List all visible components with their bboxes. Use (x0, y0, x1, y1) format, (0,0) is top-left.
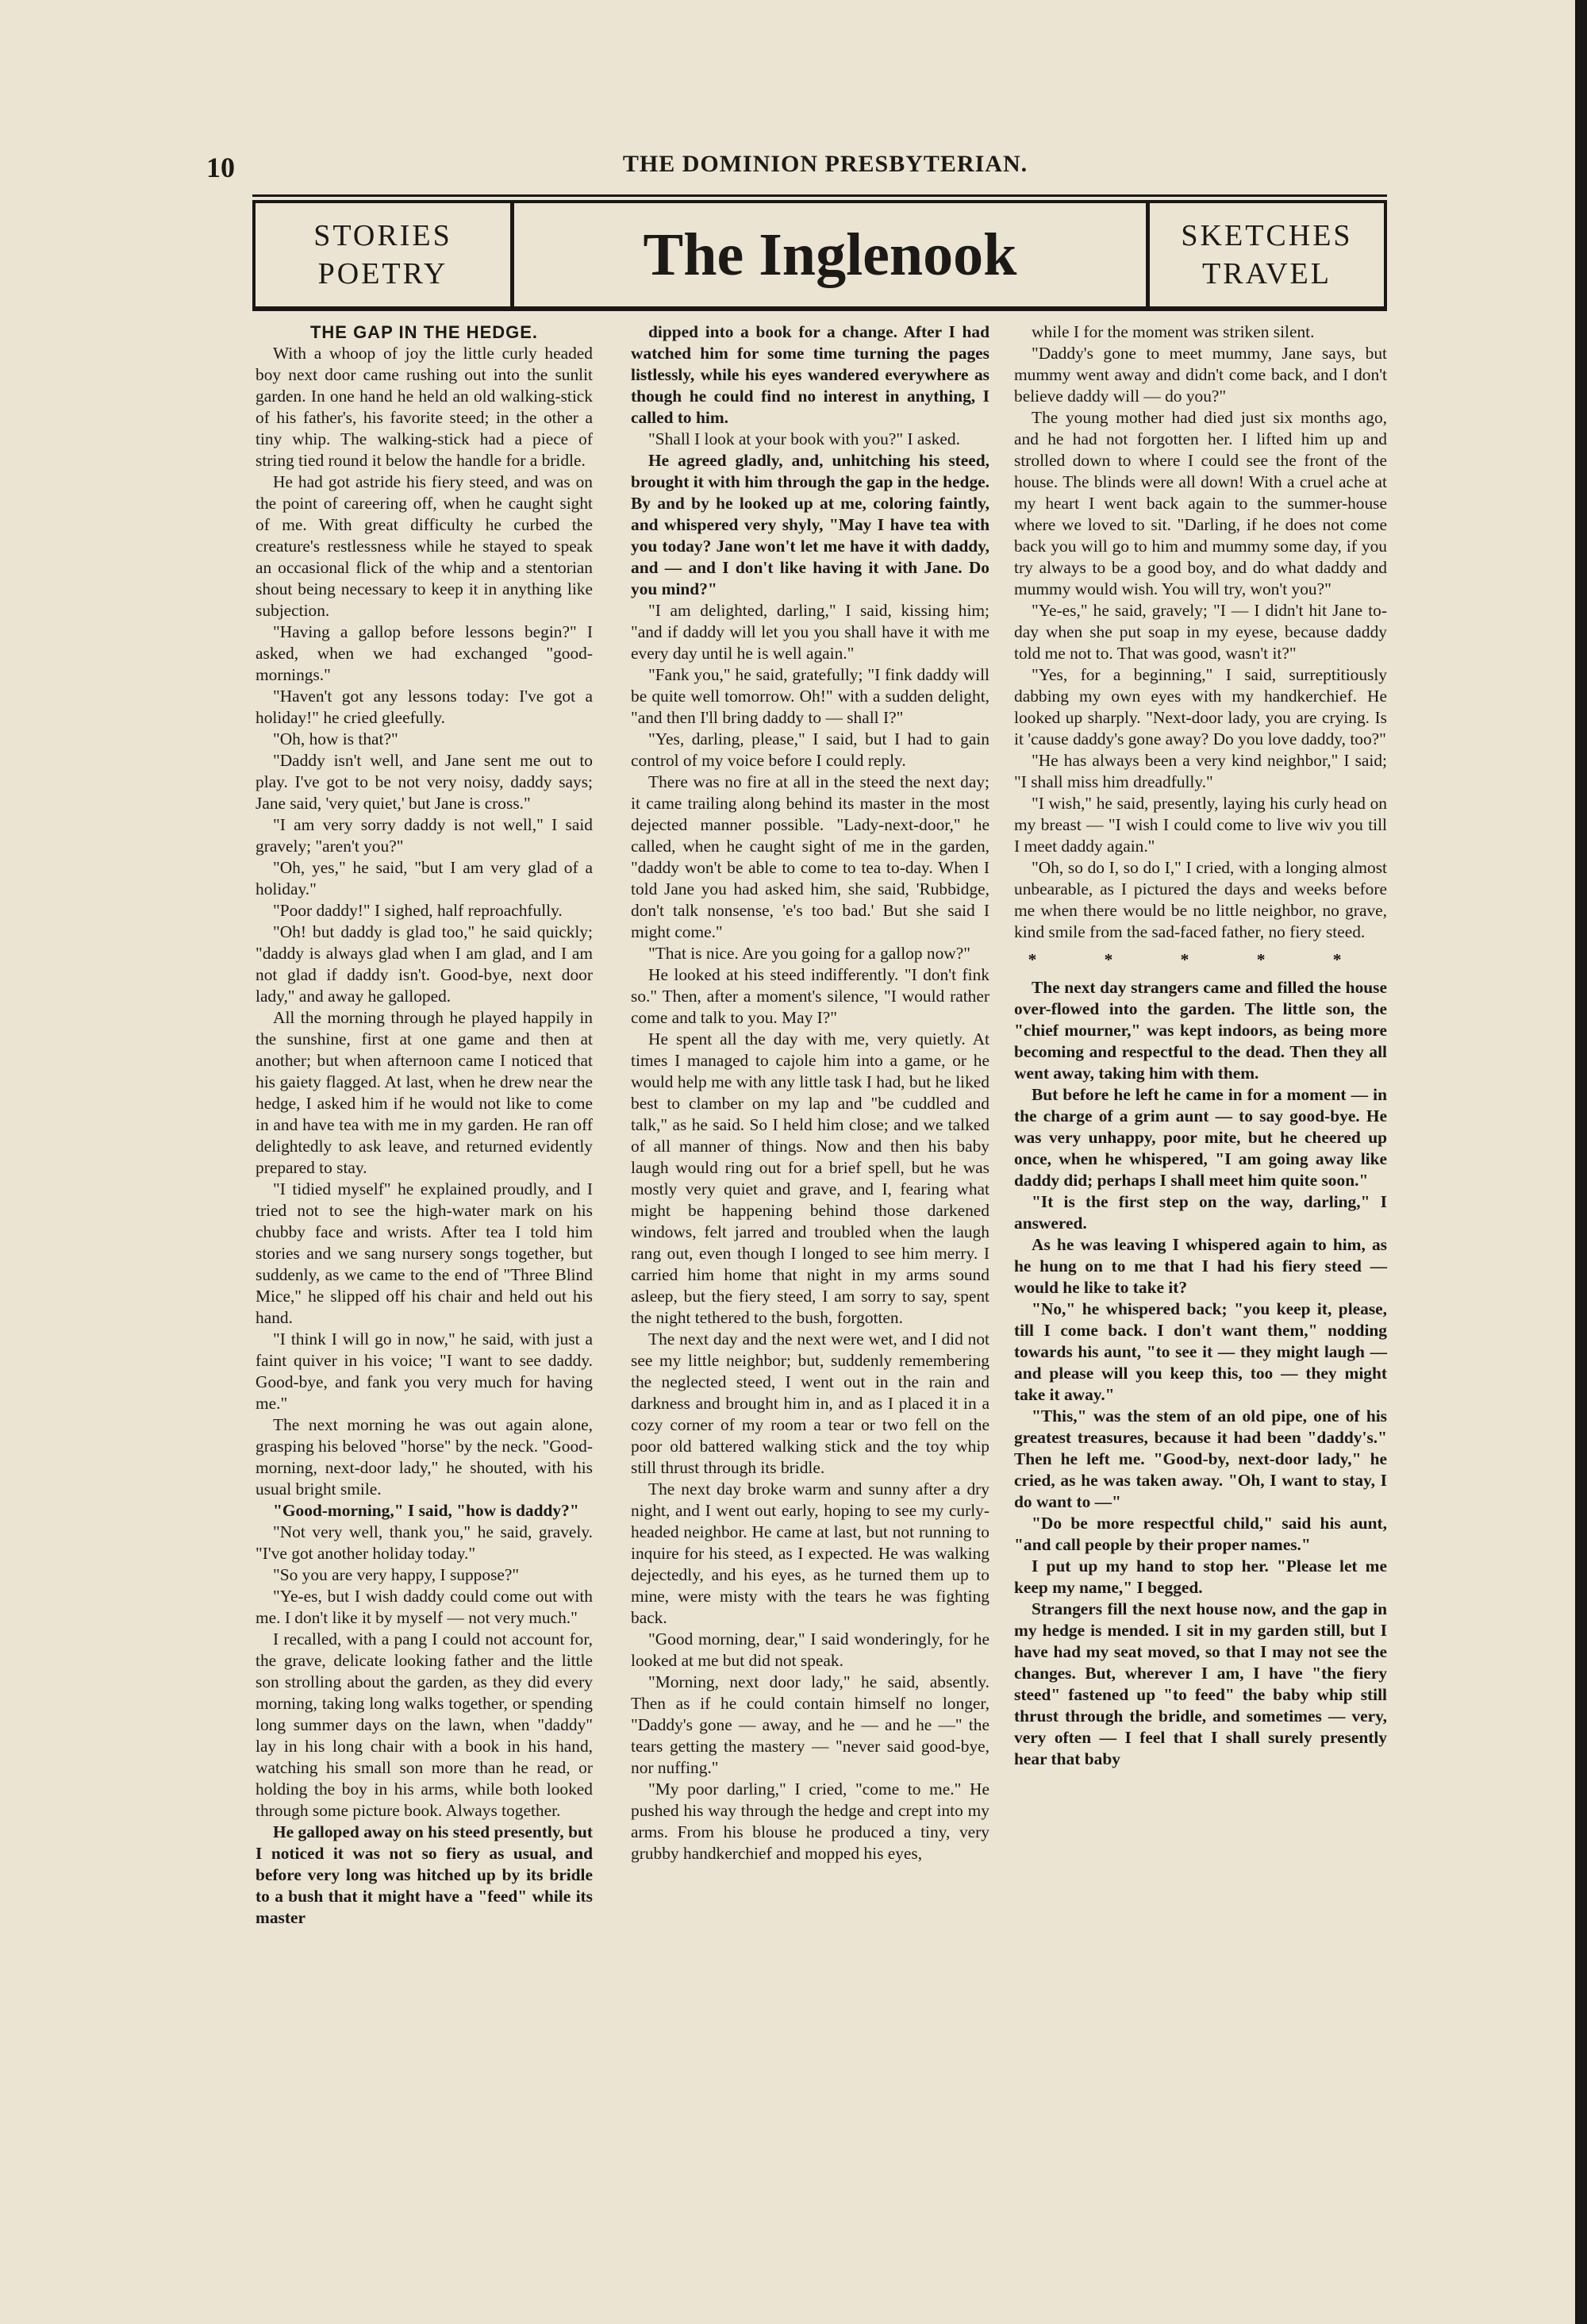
section-separator: * * * * * (1028, 950, 1374, 969)
paragraph: The next morning he was out again alone, grasping his beloved "horse" by the neck. "Good-morning, next-door lady," he shouted, with his usual bright smile. (256, 1415, 593, 1499)
paragraph: "Oh, yes," he said, "but I am very glad of a holiday." (256, 858, 593, 898)
paragraph: All the morning through he played happily in the sunshine, first at one game and then at another; but when afternoon came I noticed that his gaiety flagged. At last, when he drew near the hedge, I asked him if he would not like to come in and have tea with me in my garden. He ran off delightedly to ask leave, and returned evidently prepared to stay. (256, 1008, 593, 1177)
paragraph: "Having a gallop before lessons begin?" I asked, when we had exchanged "good-mornings." (256, 622, 593, 684)
paragraph: "This," was the stem of an old pipe, one of his greatest treasures, because it had been "daddy's." Then he left me. "Good-by, next-door lady," he cried, as he was taken away. "Oh, I want to stay, I do want to —" (1014, 1406, 1387, 1511)
text-column-2 (631, 321, 989, 1864)
paragraph: "Oh, how is that?" (273, 729, 398, 748)
paragraph: "I am very sorry daddy is not well," I said gravely; "aren't you?" (256, 815, 593, 856)
banner-left-box (256, 203, 514, 306)
paragraph: "Ye-es, but I wish daddy could come out with me. I don't like it by myself — not very much." (256, 1587, 593, 1627)
paragraph: With a whoop of joy the little curly headed boy next door came rushing out into the sunlit garden. In one hand he held an old walking-stick of his father's, his favorite steed; in the other a tiny whip. The walking-stick had a piece of string tied round it below the handle for a bridle. (256, 344, 593, 470)
text-column-3 (1014, 321, 1387, 1770)
paragraph: "Oh! but daddy is glad too," he said quickly; "daddy is always glad when I am glad, and I am not glad if daddy isn't. Good-bye, next door lady," and away he galloped. (256, 922, 593, 1006)
paragraph: "I am delighted, darling," I said, kissing him; "and if daddy will let you you shall have it with me every day until he is well again." (631, 601, 989, 663)
banner-right-line-2: TRAVEL (1202, 257, 1331, 290)
page-number: 10 (206, 152, 235, 183)
paragraph: He galloped away on his steed presently, but I noticed it was not so fiery as usual, and before very long was hitched up by its bridle to a bush that it might have a "feed" while its master (256, 1822, 593, 1927)
paragraph: while I for the moment was striken silent. (1032, 322, 1315, 341)
paragraph: The next day and the next were wet, and I did not see my little neighbor; but, suddenly remembering the neglected steed, I went out in the rain and darkness and brought him in, and as I placed it in a cozy corner of my room a tear or two fell on the poor old battered walking stick and the toy whip still thrust through its bridle. (631, 1329, 989, 1477)
paragraph: I recalled, with a pang I could not account for, the grave, delicate looking father and the little son strolling about the garden, as they did every morning, taking long walks together, or spending long summer days on the lawn, when "daddy" lay in his long chair with a book in his hand, watching his small son more than he read, or holding the boy in his arms, while both looked through some picture book. Always together. (256, 1629, 593, 1820)
paragraph: "Good morning, dear," I said wonderingly, for he looked at me but did not speak. (631, 1629, 989, 1670)
paragraph: "Yes, for a beginning," I said, surreptitiously dabbing my own eyes with my handkerchief. He looked up sharply. "Next-door lady, you are crying. Is it 'cause daddy's gone away? Do you love daddy, too?" (1014, 665, 1387, 748)
banner-left-line-1: STORIES (313, 219, 452, 252)
paragraph: The next day broke warm and sunny after a dry night, and I went out early, hoping to see my curly-headed neighbor. He came at last, but not running to inquire for his steed, as I expected. He was walking dejectedly, and his eyes, as he turned them up to mine, were misty with the tears he was fighting back. (631, 1479, 989, 1627)
paragraph: He looked at his steed indifferently. "I don't fink so." Then, after a moment's silence, "I would rather come and talk to you. May I?" (631, 965, 989, 1027)
section-title: The Inglenook (643, 221, 1017, 288)
story-title: THE GAP IN THE HEDGE. (309, 322, 539, 342)
banner-left-line-2: POETRY (317, 257, 448, 290)
paragraph: "Good-morning," I said, "how is daddy?" (273, 1501, 579, 1520)
paragraph: "Ye-es," he said, gravely; "I — I didn't hit Jane to-day when she put soap in my eyese, because daddy told me not to. That was good, wasn't it?" (1014, 601, 1387, 663)
paragraph: The young mother had died just six months ago, and he had not forgotten her. I lifted him up and strolled down to where I could see the front of the house. The blinds were all down! With a cruel ache at my heart I went back again to the summer-house where we loved to sit. "Darling, if he does not come back you will go to him and mummy some day, if you try always to be a good boy, and do what daddy and mummy would wish. You will try, won't you?" (1014, 408, 1387, 598)
paragraph: "Daddy's gone to meet mummy, Jane says, but mummy went away and didn't come back, and I don't believe daddy will — do you?" (1014, 344, 1387, 406)
banner-top-rule (252, 194, 1387, 197)
paragraph: "Fank you," he said, gratefully; "I fink daddy will be quite well tomorrow. Oh!" with a sudden delight, "and then I'll bring daddy to — shall I?" (631, 665, 989, 727)
paragraph: "That is nice. Are you going for a gallop now?" (648, 944, 970, 963)
paragraph: "Poor daddy!" I sighed, half reproachfully. (273, 901, 563, 920)
paragraph: He agreed gladly, and, unhitching his steed, brought it with him through the gap in the hedge. By and by he looked up at me, coloring faintly, and whispered very shyly, "May I have tea with you today? Jane won't let me have it with daddy, and — and I don't like having it with Jane. Do you mind?" (631, 451, 989, 598)
paragraph: "Daddy isn't well, and Jane sent me out to play. I've got to be not very noisy, daddy says; Jane said, 'very quiet,' but Jane is cross." (256, 751, 593, 813)
paragraph: "It is the first step on the way, darling," I answered. (1014, 1192, 1387, 1233)
paragraph: But before he left he came in for a moment — in the charge of a grim aunt — to say good-bye. He was very unhappy, poor mite, but he cheered up once, when he whispered, "I am going away like daddy did; perhaps I shall meet him quite soon." (1014, 1085, 1387, 1190)
paragraph: There was no fire at all in the steed the next day; it came trailing along behind its master in the most dejected manner possible. "Lady-next-door," he called, when he caught sight of me in the garden, "daddy won't be able to come to tea to-day. When I told Jane you had asked him, she said, 'Rubbidge, don't talk nonsense, 'e's too bad.' But she said I might come." (631, 772, 989, 941)
paragraph: "Shall I look at your book with you?" I asked. (648, 429, 960, 448)
paragraph: He had got astride his fiery steed, and was on the point of careering off, when he caught sight of me. With great difficulty he curbed the creature's restlessness while he stayed to speak an occasional flick of the whip and a stentorian shout being necessary to keep it in anything like subjection. (256, 472, 593, 620)
section-banner (252, 200, 1387, 311)
text-column-1 (256, 321, 593, 1929)
paragraph: "I think I will go in now," he said, with just a faint quiver in his voice; "I want to see daddy. Good-bye, and fank you very much for having me." (256, 1329, 593, 1413)
paragraph: I put up my hand to stop her. "Please let me keep my name," I begged. (1014, 1556, 1387, 1597)
paragraph: "Morning, next door lady," he said, absently. Then as if he could contain himself no longer, "Daddy's gone — away, and he — and he —" the tears getting the mastery — "never said good-bye, nor nuffing." (631, 1672, 989, 1777)
paragraph: "I wish," he said, presently, laying his curly head on my breast — "I wish I could come to live wiv you till I meet daddy again." (1014, 794, 1387, 856)
paragraph: "No," he whispered back; "you keep it, please, till I come back. I don't want them," nodding towards his aunt, "to see it — they might laugh — and please will you keep this, too — they might take it away." (1014, 1299, 1387, 1404)
banner-right-line-1: SKETCHES (1181, 219, 1353, 252)
paragraph: He spent all the day with me, very quietly. At times I managed to cajole him into a game, or he would help me with any little task I had, but he liked best to clamber on my lap and "be cuddled and talk," as he said. So I held him close; and we talked of all manner of things. Now and then his baby laugh would ring out for a brief spell, but he was mostly very quiet and grave, and I, fearing what might be happening behind those darkened windows, felt jarred and troubled when the laugh rang out, even though I longed to see him merry. I carried him home that night in my arms sound asleep, but the fiery steed, I am sorry to say, spent the night tethered to the bush, forgotten. (631, 1029, 989, 1327)
journal-title: THE DOMINION PRESBYTERIAN. (622, 151, 1028, 177)
paragraph: The next day strangers came and filled the house over-flowed into the garden. The little son, the "chief mourner," was kept indoors, as being more becoming and respectful to the dead. Then they all went away, taking him with them. (1014, 978, 1387, 1083)
paragraph: As he was leaving I whispered again to him, as he hung on to me that I had his fiery steed — would he like to take it? (1014, 1235, 1387, 1297)
running-head (206, 151, 1444, 190)
paragraph: "Not very well, thank you," he said, gravely. "I've got another holiday today." (256, 1522, 593, 1563)
banner-right-box (1146, 203, 1384, 306)
paragraph: "Oh, so do I, so do I," I cried, with a longing almost unbearable, as I pictured the days and weeks before me when there would be no little neighbor, no grave, kind smile from the sad-faced father, no fiery steed. (1014, 858, 1387, 941)
paragraph: dipped into a book for a change. After I had watched him for some time turning the pages listlessly, while his eyes wandered everywhere as though he could find no interest in anything, I called to him. (631, 322, 989, 427)
page-dark-edge (1575, 0, 1587, 2324)
paragraph: "Haven't got any lessons today: I've got a holiday!" he cried gleefully. (256, 687, 593, 727)
paragraph: "He has always been a very kind neighbor," I said; "I shall miss him dreadfully." (1014, 751, 1387, 791)
paragraph: "I tidied myself" he explained proudly, and I tried not to see the high-water mark on his chubby face and wrists. After tea I told him stories and we sang nursery songs together, but suddenly, as we came to the end of "Three Blind Mice," he slipped off his chair and held out his hand. (256, 1179, 593, 1327)
paragraph: Strangers fill the next house now, and the gap in my hedge is mended. I sit in my garden still, but I have had my seat moved, so that I may not see the changes. But, wherever I am, I have "the fiery steed" fastened up "to feed" the baby whip still thrust through the bridle, and sometimes — very, very often — I feel that I shall surely presently hear that baby (1014, 1599, 1387, 1768)
paragraph: "Yes, darling, please," I said, but I had to gain control of my voice before I could reply. (631, 729, 989, 770)
paragraph: "Do be more respectful child," said his aunt, "and call people by their proper names." (1014, 1514, 1387, 1554)
paragraph: "My poor darling," I cried, "come to me." He pushed his way through the hedge and crept into my arms. From his blouse he produced a tiny, very grubby handkerchief and mopped his eyes, (631, 1780, 989, 1863)
paragraph: "So you are very happy, I suppose?" (273, 1565, 520, 1584)
